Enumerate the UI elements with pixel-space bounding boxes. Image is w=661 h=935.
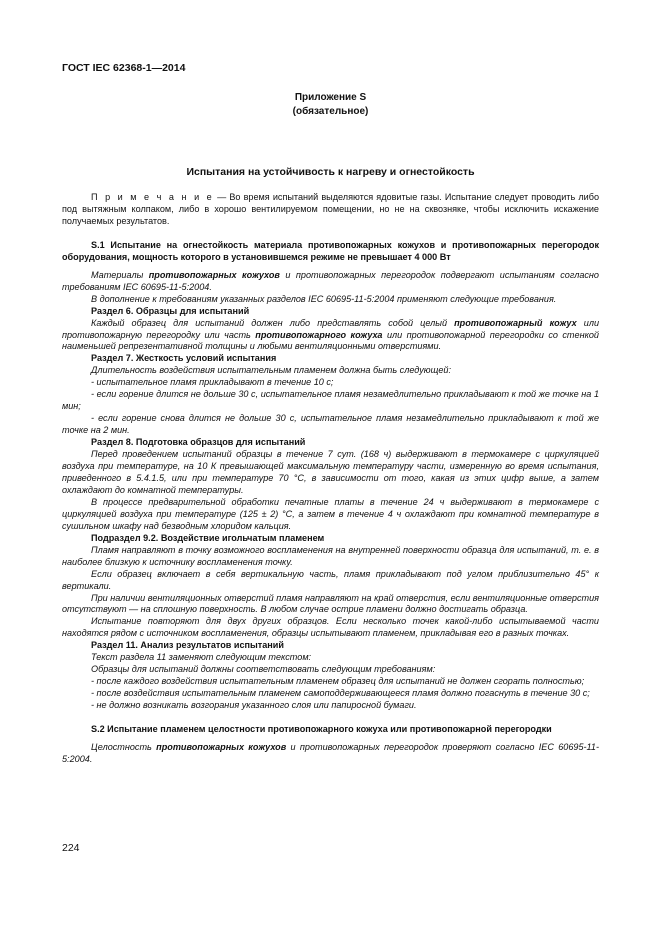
s1-p1-text-c: и противопожарных перегородок подвергают испытаниям согласно требованиям IEC 60695-11-5:2004. [62, 269, 599, 292]
s2-heading: S.2 Испытание пламенем целостности противопожарного кожуха или противопожарной перегородки [91, 724, 552, 735]
section-11-list-item: - после каждого воздействия испытательным пламенем образец для испытаний не должен сгорать полностью; [91, 676, 585, 687]
section-6-heading: Раздел 6. Образцы для испытаний [91, 305, 250, 316]
note-paragraph [62, 192, 599, 228]
sec6-term-b: противопожарный кожух [454, 317, 577, 328]
subsection-9-2-paragraph: При наличии вентиляционных отверстий пламя направляют на край отверстия, если вентиляционные отверстия отсутствуют — на сплошную поверхность. В любом случае острие пламени должно достигать образца. [62, 592, 599, 615]
s2-text-a: Целостность [91, 741, 157, 752]
section-7-list-item: - испытательное пламя прикладывают в течение 10 с; [91, 377, 334, 388]
s1-p1-text-a: Материалы [91, 269, 149, 280]
section-8-paragraph-1: Перед проведением испытаний образцы в течение 7 сут. (168 ч) выдерживают в термокамере с циркуляцией воздуха при температуре, на 10 К превышающей максимальную температуру части, измеренную во время испытания, приведенного в 5.4.1.5, или при температуре 70 °С, в зависимости от того, какая из этих цифр выше, а затем охлаждают до комнатной температуры. [62, 449, 599, 495]
section-7-list-item: - если горение длится не дольше 30 с, испытательное пламя незамедлительно прикладывают к той же точке на 1 мин; [62, 389, 599, 412]
section-11-list-item: - после воздействия испытательным пламенем самоподдерживающееся пламя должно погаснуть в течение 30 с; [91, 688, 590, 699]
note-label: П р и м е ч а н и е [91, 192, 214, 202]
section-6-paragraph [62, 318, 599, 354]
s2-paragraph [62, 742, 599, 766]
subsection-9-2-heading: Подраздел 9.2. Воздействие игольчатым пламенем [91, 532, 325, 543]
sec6-text-c: или противопожарную перегородку или часть [62, 317, 600, 340]
section-7-list-item: - если горение снова длится не дольше 30 с, испытательное пламя незамедлительно прикладывают к той же точке на 2 мин. [62, 413, 599, 436]
s1-paragraph-1 [62, 270, 599, 294]
section-7-heading: Раздел 7. Жесткость условий испытания [91, 353, 277, 364]
section-11-list-item: - не должно возникать возгорания указанного слоя или папиросной бумаги. [91, 700, 417, 711]
section-8-paragraph-2: В процессе предварительной обработки печатные платы в течение 24 ч выдерживают в термокамере с циркуляцией воздуха при температуре (125 ± 2) °С, а затем в течение 4 ч охлаждают при комнатной температуре в сушильном шкафу над безводным хлоридом кальция. [62, 496, 599, 531]
appendix-subtitle: (обязательное) [292, 106, 369, 117]
s1-heading: S.1 Испытание на огнестойкость материала противопожарных кожухов и противопожарных перегородок оборудования, мощность которого в установившемся режиме не превышает 4 000 Вт [62, 239, 599, 262]
sec6-text-a: Каждый образец для испытаний должен либо представлять собой целый [91, 317, 455, 328]
section-11-paragraph: Текст раздела 11 заменяют следующим текстом: [91, 652, 312, 663]
subsection-9-2-paragraph: Пламя направляют в точку возможного воспламенения на внутренней поверхности образца для испытаний, т. е. в наиболее близкую к источнику воспламенения точку. [62, 544, 599, 567]
s2-term: противопожарных кожухов [156, 741, 287, 752]
section-11-paragraph: Образцы для испытаний должны соответствовать следующим требованиям: [91, 664, 436, 675]
sec6-text-e: или противопожарной перегородки со стенкой наименьшей репрезентативной толщины и любыми вентиляционными отверстиями. [62, 329, 599, 352]
s2-text-c: и противопожарных перегородок проверяют согласно IEC 60695-11-5:2004. [62, 741, 600, 764]
section-8-heading: Раздел 8. Подготовка образцов для испытаний [91, 437, 306, 448]
appendix-title: Приложение S [294, 92, 367, 103]
sec6-term-d: противопожарного кожуха [255, 329, 383, 340]
subsection-9-2-paragraph: Испытание повторяют для двух других образцов. Если несколько точек какой-либо испытываемой части находятся рядом с источником воспламенения, образцы испытывают пламенем, прикладывая его в разных точках. [62, 616, 599, 639]
section-11-heading: Раздел 11. Анализ результатов испытаний [91, 640, 284, 651]
document-header: ГОСТ IEC 62368-1—2014 [62, 62, 186, 74]
section-7-paragraph: Длительность воздействия испытательным пламенем должна быть следующей: [91, 365, 452, 376]
main-title: Испытания на устойчивость к нагреву и огнестойкость [186, 166, 475, 178]
s1-paragraph-2: В дополнение к требованиям указанных разделов IEC 60695-11-5:2004 применяют следующие требования. [91, 293, 557, 304]
subsection-9-2-paragraph: Если образец включает в себя вертикальную часть, пламя прикладывают под углом приблизительно 45° к вертикали. [62, 568, 599, 591]
document-body [62, 192, 599, 766]
page-number: 224 [62, 842, 80, 854]
s1-p1-term: противопожарных кожухов [148, 269, 280, 280]
note-text: — Во время испытаний выделяются ядовитые газы. Испытание следует проводить либо под вытяжным колпаком, либо в хорошо вентилируемом помещении, но не на сквозняке, чтобы исключить искажение получаемых результатов. [62, 192, 599, 226]
